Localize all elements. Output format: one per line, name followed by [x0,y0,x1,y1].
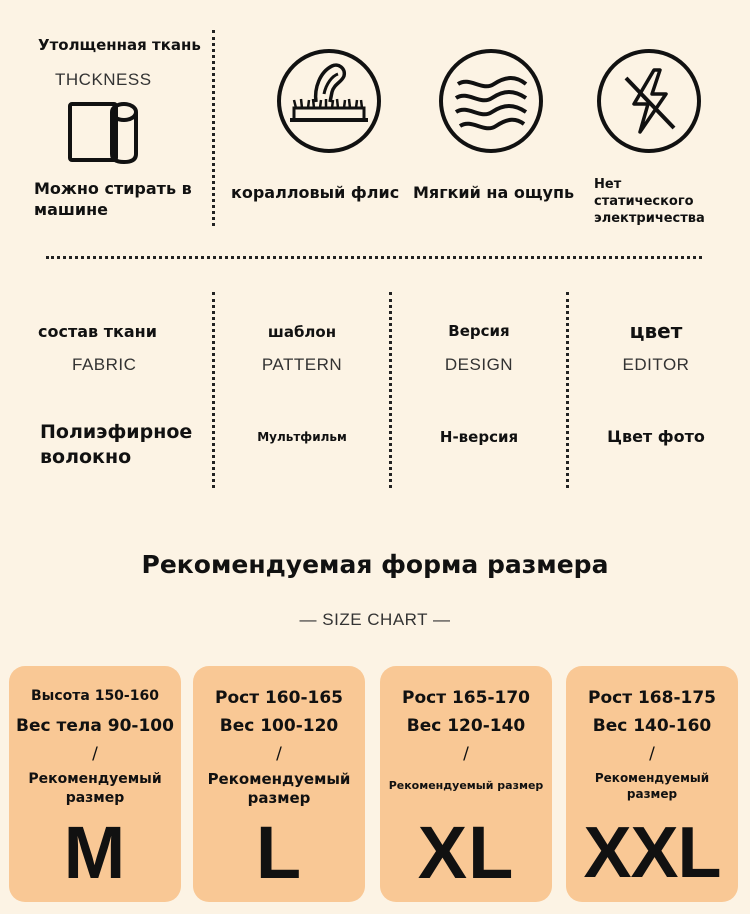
thickness-en-label: THCKNESS [55,70,152,89]
design-value: Н-версия [439,428,519,446]
color-value: Цвет фото [607,427,705,446]
color-heading: цвет [629,319,683,343]
size-height: Рост 165-170 [401,688,530,708]
size-card-xl [380,666,552,902]
color-en-label: EDITOR [622,355,690,374]
fabric-heading: состав ткани [38,322,157,341]
design-heading: Версия [448,322,510,340]
size-slash: / [276,744,282,764]
design-en-label: DESIGN [444,355,514,374]
size-letter: XXL [583,813,721,893]
size-recommended-label: Рекомендуемый размер [594,771,710,801]
size-letter: XL [417,811,515,894]
size-slash: / [649,744,655,764]
pattern-en-label: PATTERN [261,355,343,374]
size-chart-title: Рекомендуемая форма размера [141,550,609,579]
size-height: Высота 150-160 [31,688,159,704]
no-static-icon [596,48,702,154]
fabric-roll-icon [66,98,142,168]
machine-wash-label: Можно стирать в машине [34,179,192,219]
coral-fleece-icon [276,48,382,154]
size-weight: Вес тела 90-100 [16,716,174,736]
fabric-en-label: FABRIC [72,355,137,374]
no-static-label: Нет статического электричества [594,177,705,226]
soft-waves-icon [438,48,544,154]
soft-label: Мягкий на ощупь [413,183,575,202]
size-card-xxl [566,666,738,902]
size-height: Рост 160-165 [214,688,343,708]
pattern-heading: шаблон [267,323,337,341]
size-letter: L [255,811,303,894]
pattern-value: Мультфильм [257,430,347,444]
size-recommended-label: Рекомендуемый размер [388,779,544,792]
size-height: Рост 168-175 [587,688,716,708]
size-slash: / [463,744,469,764]
size-chart-subtitle: — SIZE CHART — [299,610,451,629]
size-recommended-label: Рекомендуемый размер [28,771,162,806]
size-weight: Вес 140-160 [592,716,712,736]
size-card-m [9,666,181,902]
divider-horizontal [46,256,702,259]
divider-vertical [212,30,215,226]
size-weight: Вес 100-120 [219,716,339,736]
size-card-l [193,666,365,902]
size-slash: / [92,744,98,764]
size-recommended-label: Рекомендуемый размер [207,770,351,807]
fabric-value: Полиэфирное волокно [40,421,193,468]
divider-vertical [212,292,215,488]
size-weight: Вес 120-140 [406,716,526,736]
thickness-label: Утолщенная ткань [38,36,201,54]
size-letter: M [63,811,127,894]
coral-fleece-label: коралловый флис [231,183,400,202]
